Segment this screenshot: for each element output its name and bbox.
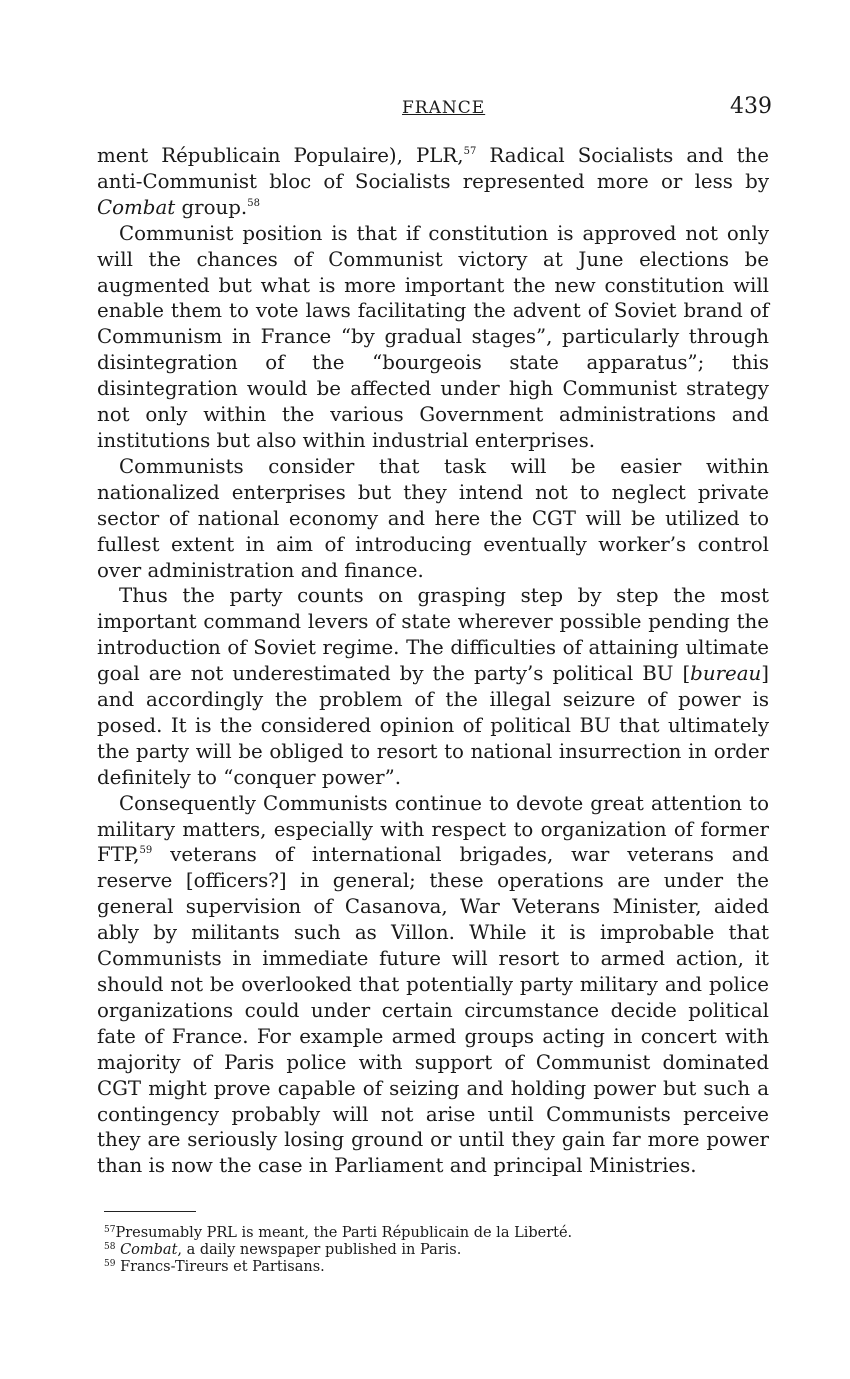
footnote-ref-58: 58 [247,197,260,209]
footnote-58: $^{58}$ Combat, a daily newspaper published in Paris. [104,1242,462,1258]
editorial-insertion: bureau [690,662,762,686]
paragraph-5: Consequently Communists continue to devote great attention to military matters, especially with respect to organization of former FTP,$^{59}$ veterans of international brigades, war veterans and reserve [officers?] in general; these operations are under the general supervision of Casanova, War Veterans Minister, aided ably by militants such as Villon. While it is improbable that Communists in immediate future will resort to armed action, it should not be overlooked that potentially party military and police organizations could under certain circumstance decide political fate of France. For example armed groups acting in concert with majority of Paris police with support of Communist dominated CGT might prove capable of seizing and holding power but such a contingency probably will not arise until Communists perceive they are seriously losing ground or until they gain far more power than is now the case in Parliament and principal Ministries. [97,791,769,1178]
footnotes [104,1225,764,1276]
paragraph-3: Communists consider that task will be easier within nationalized enterprises but they intend not to neglect private sector of national economy and here the CGT will be utilized to fullest extent in aim of introducing eventually worker’s control over administration and finance. [97,454,769,582]
footnote-divider [104,1211,196,1212]
paragraph-1: ment Républicain Populaire), PLR,$^{57}$ Radical Socialists and the anti-Communist bloc of Socialists represented more or less by Combat group.$^{58}$ [97,144,769,219]
footnote-ref-57: 57 [463,146,477,157]
footnote-57: $^{57}$Presumably PRL is meant, the Parti Républicain de la Liberté. [104,1225,573,1241]
body-text [97,143,769,1179]
footnote-59: $^{59}$ Francs-Tireurs et Partisans. [104,1259,325,1275]
page-number: 439 [730,94,772,119]
newspaper-title: Combat [97,195,176,219]
footnote-ref-59: 59 [139,845,153,857]
paragraph-2: Communist position is that if constitution is approved not only will the chances of Communist victory at June elections be augmented but what is more important the new constitution will enable them to vote laws facilitating the advent of Soviet brand of Communism in France “by gradual stages”, particularly through disintegration of the “bourgeois state apparatus”; this disintegration would be affected under high Communist strategy not only within the various Government administrations and institutions but also within industrial enterprises. [97,221,769,452]
running-head: FRANCE [402,98,486,118]
paragraph-4: Thus the party counts on grasping step by step the most important command levers of state wherever possible pending the introduction of Soviet regime. The difficulties of attaining ultimate goal are not underestimated by the party’s political BU [bureau] and accordingly the problem of the illegal seizure of power is posed. It is the considered opinion of political BU that ultimately the party will be obliged to resort to national insurrection in order definitely to “conquer power”. [97,584,769,789]
